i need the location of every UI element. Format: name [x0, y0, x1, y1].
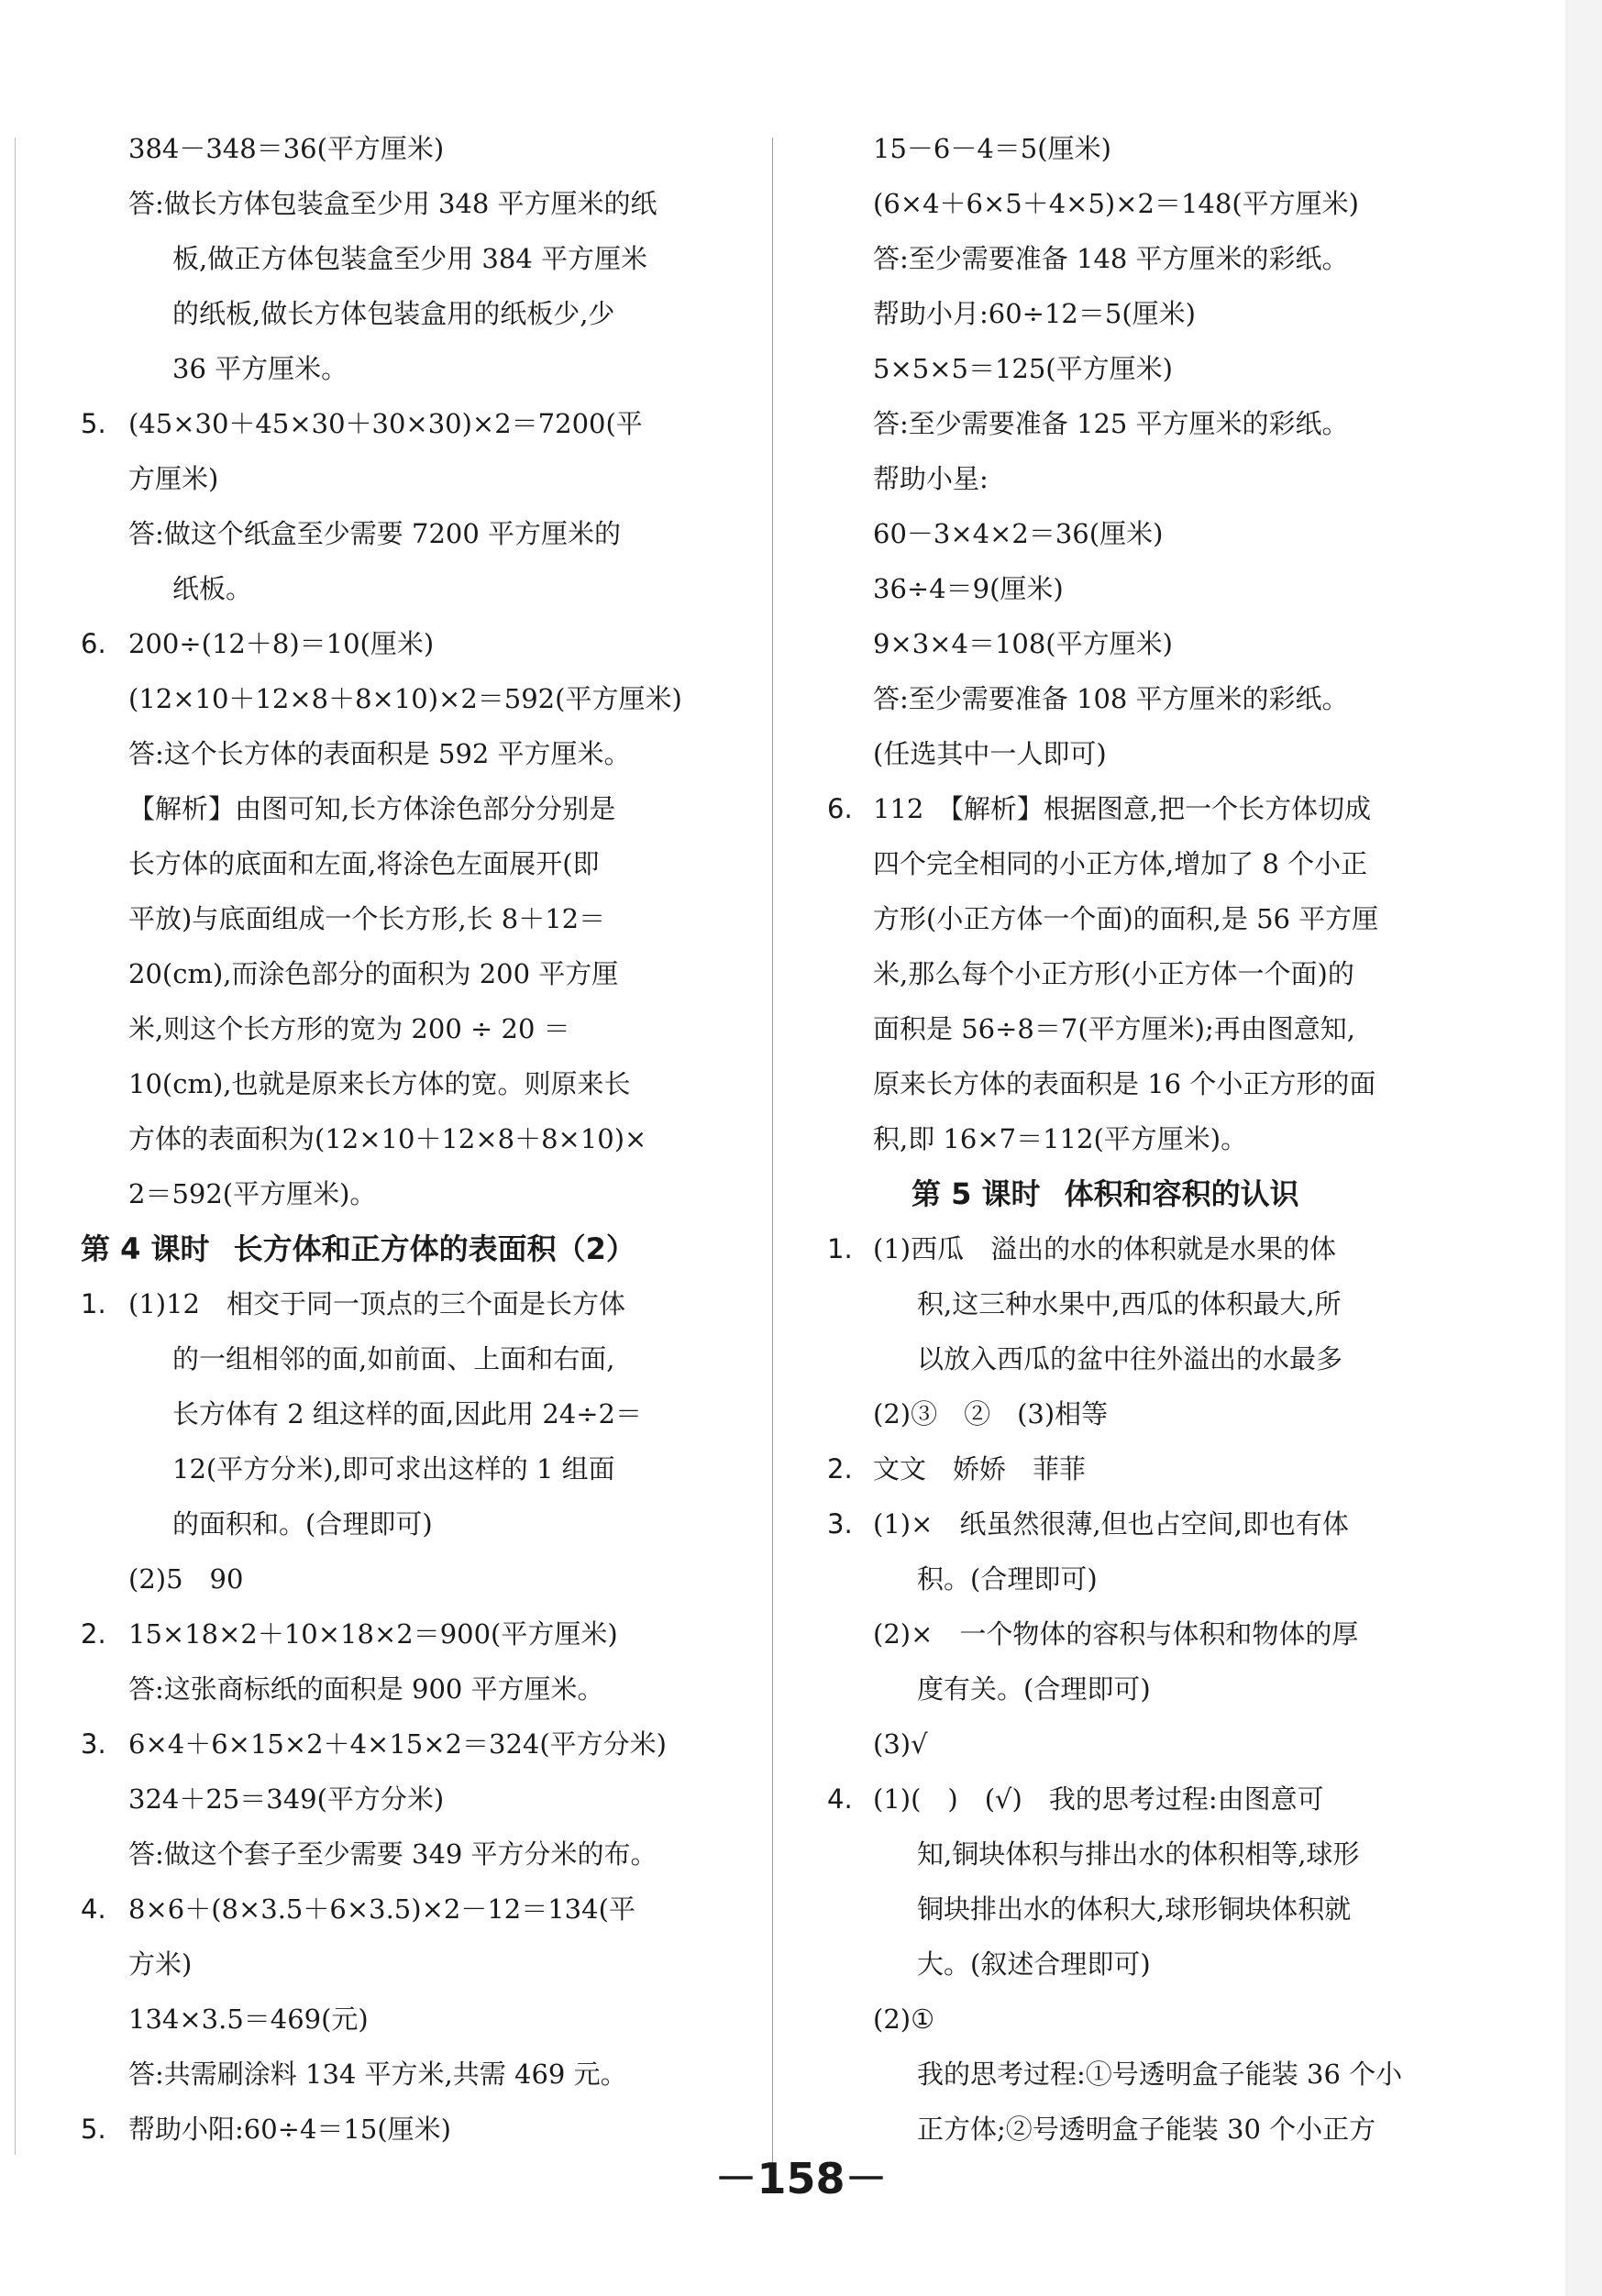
text-line: 正方体;②号透明盒子能装 30 个小正方 [917, 2114, 1376, 2145]
item-number: 2. [827, 1453, 853, 1485]
text-line: 12(平方分米),即可求出这样的 1 组面 [172, 1453, 615, 1485]
analysis-line: 米,则这个长方形的宽为 200 ÷ 20 ＝ [128, 1013, 570, 1044]
text-line: 答:至少需要准备 108 平方厘米的彩纸。 [873, 683, 1349, 714]
text-line: 答:这张商标纸的面积是 900 平方厘米。 [128, 1673, 604, 1705]
text-line: 384－348＝36(平方厘米) [128, 133, 445, 164]
text-line: 帮助小月:60÷12＝5(厘米) [873, 298, 1196, 329]
text-line: (任选其中一人即可) [873, 738, 1107, 769]
text-line: (2)× 一个物体的容积与体积和物体的厚 [873, 1618, 1359, 1650]
item-number: 3. [827, 1508, 853, 1540]
text-line: 134×3.5＝469(元) [128, 2003, 369, 2035]
analysis-line: 【解析】由图可知,长方体涂色部分分别是 [128, 793, 616, 824]
text-line: 我的思考过程:①号透明盒子能装 36 个小 [917, 2059, 1403, 2090]
analysis-line: 平放)与底面组成一个长方形,长 8＋12＝ [128, 903, 606, 934]
text-line: 324＋25＝349(平方分米) [128, 1783, 445, 1815]
analysis-line: 20(cm),而涂色部分的面积为 200 平方厘 [128, 958, 619, 989]
text-line: 的面积和。(合理即可) [172, 1508, 433, 1540]
analysis-line: 原来长方体的表面积是 16 个小正方形的面 [873, 1068, 1376, 1099]
text-line: 的一组相邻的面,如前面、上面和右面, [172, 1343, 615, 1374]
text-line: (1)12 相交于同一顶点的三个面是长方体 [128, 1288, 625, 1319]
text-line: 15－6－4＝5(厘米) [873, 133, 1111, 164]
page-edge [1565, 0, 1602, 2296]
text-line: (2)③ ② (3)相等 [873, 1398, 1109, 1429]
page-number: －158－ [714, 2154, 888, 2203]
text-line: 答:做这个套子至少需要 349 平方分米的布。 [128, 1838, 657, 1870]
text-line: 60－3×4×2＝36(厘米) [873, 518, 1164, 549]
analysis-line: 四个完全相同的小正方体,增加了 8 个小正 [873, 848, 1368, 879]
lesson-title: 长方体和正方体的表面积（2） [233, 1231, 635, 1266]
text-line: 长方体有 2 组这样的面,因此用 24÷2＝ [172, 1398, 642, 1429]
item-number: 5. [81, 2114, 106, 2145]
text-line: (1)( ) (√) 我的思考过程:由图意可 [873, 1783, 1324, 1815]
text-line: (2)5 90 [128, 1563, 244, 1595]
text-line: (6×4＋6×5＋4×5)×2＝148(平方厘米) [873, 188, 1359, 219]
text-line: 以放入西瓜的盆中往外溢出的水最多 [917, 1343, 1343, 1374]
text-line: 积,这三种水果中,西瓜的体积最大,所 [917, 1288, 1342, 1319]
text-line: 36÷4＝9(厘米) [873, 573, 1064, 604]
text-line: (12×10＋12×8＋8×10)×2＝592(平方厘米) [128, 683, 682, 714]
text-line: 方厘米) [128, 463, 219, 494]
item-number: 6. [81, 628, 106, 659]
item-number: 4. [81, 1893, 106, 1925]
text-line: 15×18×2＋10×18×2＝900(平方厘米) [128, 1618, 618, 1650]
text-line: 答:至少需要准备 148 平方厘米的彩纸。 [873, 243, 1349, 274]
analysis-line: 2＝592(平方厘米)。 [128, 1178, 377, 1209]
item-number: 2. [81, 1618, 106, 1650]
item-number: 1. [81, 1288, 106, 1319]
lesson-label: 第 5 课时 [911, 1176, 1041, 1211]
item-number: 5. [81, 408, 106, 439]
text-line: (1)× 纸虽然很薄,但也占空间,即也有体 [873, 1508, 1349, 1540]
text-line: 帮助小星: [873, 463, 989, 494]
analysis-line: 面积是 56÷8＝7(平方厘米);再由图意知, [873, 1013, 1355, 1044]
text-line: 纸板。 [172, 573, 253, 604]
analysis-line: 长方体的底面和左面,将涂色左面展开(即 [128, 848, 600, 879]
item-number: 1. [827, 1233, 853, 1264]
item-number: 6. [827, 793, 853, 824]
text-line: 36 平方厘米。 [172, 353, 348, 384]
left-margin-rule [15, 138, 16, 2155]
analysis-line: 米,那么每个小正方形(小正方体一个面)的 [873, 958, 1354, 989]
text-line: 答:做这个纸盒至少需要 7200 平方厘米的 [128, 518, 622, 549]
text-line: 度有关。(合理即可) [917, 1673, 1151, 1705]
lesson-label: 第 4 课时 [81, 1231, 210, 1266]
section-heading [911, 1176, 1299, 1212]
text-line: 方米) [128, 1948, 193, 1980]
analysis-line: 112 【解析】根据图意,把一个长方体切成 [873, 793, 1372, 824]
text-line: 文文 娇娇 菲菲 [873, 1453, 1087, 1485]
text-line: 帮助小阳:60÷4＝15(厘米) [128, 2114, 451, 2145]
text-line: 5×5×5＝125(平方厘米) [873, 353, 1173, 384]
text-line: 6×4＋6×15×2＋4×15×2＝324(平方分米) [128, 1728, 667, 1760]
text-line: 9×3×4＝108(平方厘米) [873, 628, 1173, 659]
analysis-line: 方体的表面积为(12×10＋12×8＋8×10)× [128, 1123, 647, 1154]
text-line: 答:做长方体包装盒至少用 348 平方厘米的纸 [128, 188, 657, 219]
text-line: 答:共需刷涂料 134 平方米,共需 469 元。 [128, 2059, 627, 2090]
text-line: 知,铜块体积与排出水的体积相等,球形 [917, 1838, 1360, 1870]
text-line: 板,做正方体包装盒至少用 384 平方厘米 [172, 243, 648, 274]
column-divider [772, 138, 773, 2164]
section-heading [81, 1231, 635, 1267]
text-line: 答:这个长方体的表面积是 592 平方厘米。 [128, 738, 631, 769]
analysis-line: 方形(小正方体一个面)的面积,是 56 平方厘 [873, 903, 1379, 934]
text-line: (3)√ [873, 1728, 928, 1760]
analysis-line: 积,即 16×7＝112(平方厘米)。 [873, 1123, 1248, 1154]
text-line: 积。(合理即可) [917, 1563, 1098, 1595]
text-line: (45×30＋45×30＋30×30)×2＝7200(平 [128, 408, 643, 439]
item-number: 4. [827, 1783, 853, 1815]
item-number: 3. [81, 1728, 106, 1760]
text-line: (1)西瓜 溢出的水的体积就是水果的体 [873, 1233, 1337, 1264]
text-line: (2)① [873, 2003, 935, 2035]
analysis-line: 10(cm),也就是原来长方体的宽。则原来长 [128, 1068, 631, 1099]
lesson-title: 体积和容积的认识 [1064, 1176, 1299, 1211]
text-line: 大。(叙述合理即可) [917, 1948, 1151, 1980]
text-line: 答:至少需要准备 125 平方厘米的彩纸。 [873, 408, 1349, 439]
text-line: 8×6＋(8×3.5＋6×3.5)×2－12＝134(平 [128, 1893, 635, 1925]
text-line: 200÷(12＋8)＝10(厘米) [128, 628, 435, 659]
text-line: 的纸板,做长方体包装盒用的纸板少,少 [172, 298, 615, 329]
text-line: 铜块排出水的体积大,球形铜块体积就 [917, 1893, 1352, 1925]
